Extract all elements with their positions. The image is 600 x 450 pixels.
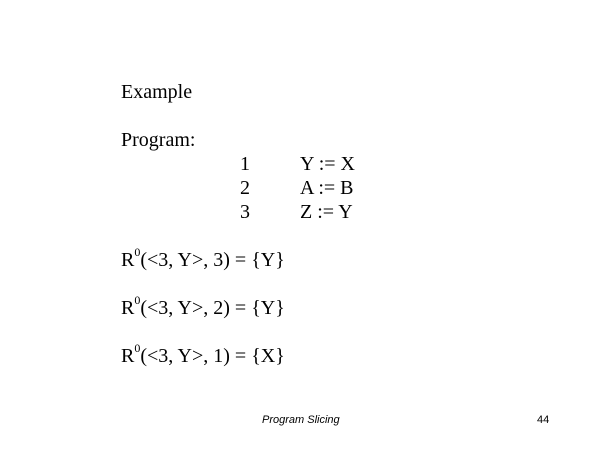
line-statement: A := B (300, 177, 354, 199)
equation-superscript: 0 (134, 293, 141, 308)
equation-symbol: R (121, 249, 135, 271)
footer-title: Program Slicing (262, 414, 340, 426)
line-number: 2 (240, 177, 250, 199)
equation (121, 293, 285, 320)
equation-expression: (<3, Y>, 3) = {Y} (140, 249, 285, 271)
equation (121, 245, 285, 272)
equation (121, 341, 285, 368)
equation-superscript: 0 (134, 341, 141, 356)
line-number: 1 (240, 153, 250, 175)
slide-title: Example (121, 81, 193, 103)
program-label: Program: (121, 129, 196, 151)
equation-symbol: R (121, 345, 135, 367)
equation-superscript: 0 (134, 245, 141, 260)
page-number: 44 (537, 414, 550, 426)
equation-expression: (<3, Y>, 1) = {X} (140, 345, 285, 367)
equation-symbol: R (121, 297, 135, 319)
line-number: 3 (240, 201, 250, 223)
line-statement: Z := Y (300, 201, 353, 223)
equation-expression: (<3, Y>, 2) = {Y} (140, 297, 285, 319)
line-statement: Y := X (300, 153, 355, 175)
